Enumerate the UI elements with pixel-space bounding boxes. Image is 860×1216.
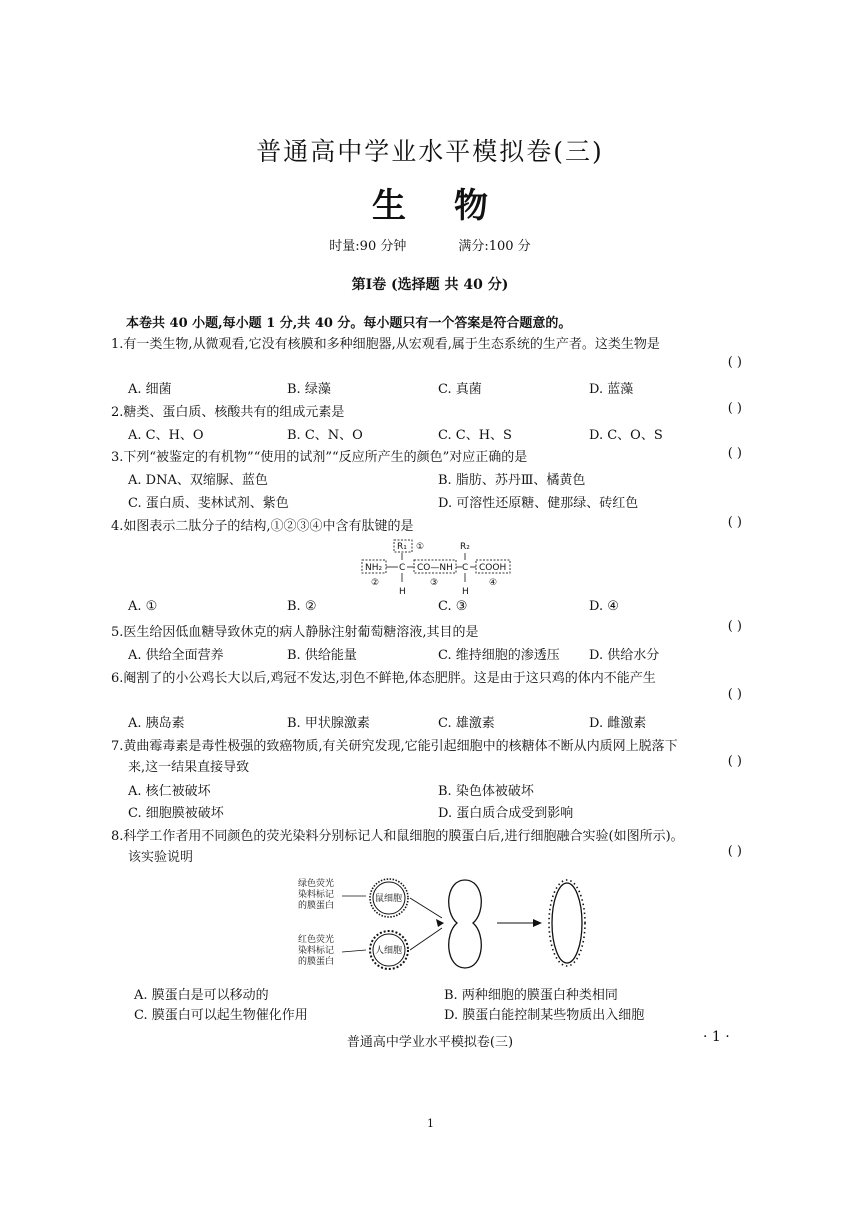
cell-fusion-diagram	[292, 872, 622, 976]
question-7-stem-continued: 来,这一结果直接导致	[128, 760, 250, 775]
fused-cell-proteins	[549, 880, 585, 966]
q8-option-a: A. 膜蛋白是可以移动的	[134, 988, 269, 1003]
question-3-stem: 3.下列“被鉴定的有机物”“使用的试剂”“反应所产生的颜色”对应正确的是	[111, 450, 528, 465]
answer-paren-6: ( )	[727, 687, 742, 702]
question-4-stem: 4.如图表示二肽分子的结构,①②③④中含有肽键的是	[111, 519, 414, 534]
merge-line-top	[410, 898, 442, 918]
red-label-line-2: 染料标记	[298, 946, 335, 956]
q5-option-b: B. 供给能量	[287, 648, 357, 663]
q8-option-c: C. 膜蛋白可以起生物催化作用	[134, 1008, 308, 1023]
answer-paren-2: ( )	[727, 401, 742, 416]
q2-option-a: A. C、H、O	[128, 428, 204, 443]
exam-meta	[0, 235, 860, 254]
marker-2: ②	[371, 578, 380, 588]
answer-paren-3: ( )	[727, 446, 742, 461]
marker-3: ③	[430, 578, 439, 588]
q6-option-c: C. 雄激素	[438, 716, 495, 731]
red-label-line-3: 的膜蛋白	[298, 957, 335, 967]
marker-4: ④	[489, 578, 498, 588]
question-2-stem: 2.糖类、蛋白质、核酸共有的组成元素是	[111, 405, 345, 420]
q3-option-a: A. DNA、双缩脲、蓝色	[128, 473, 268, 488]
section-instructions: 本卷共 40 小题,每小题 1 分,共 40 分。每小题只有一个答案是符合题意的。	[126, 316, 572, 331]
time-arrowhead	[533, 919, 542, 927]
peptide-bond: CO—NH	[417, 563, 453, 573]
full-score: 满分:100 分	[458, 239, 531, 254]
q4-option-d: D. ④	[589, 599, 619, 614]
answer-paren-7: ( )	[727, 754, 742, 769]
q3-option-d: D. 可溶性还原糖、健那绿、砖红色	[438, 496, 639, 511]
green-label-line-2: 染料标记	[298, 890, 335, 900]
q6-option-a: A. 胰岛素	[128, 716, 185, 731]
q8-option-b: B. 两种细胞的膜蛋白种类相同	[444, 988, 618, 1003]
question-8-stem: 8.科学工作者用不同颜色的荧光染料分别标记人和鼠细胞的膜蛋白后,进行细胞融合实验(如图所示)。	[111, 829, 684, 844]
green-label-line-3: 的膜蛋白	[298, 901, 335, 911]
section-title: 第Ⅰ卷 (选择题 共 40 分)	[351, 277, 509, 293]
alpha-carbon-2: C	[462, 563, 469, 573]
carboxyl-group: COOH	[479, 563, 507, 573]
q5-option-c: C. 维持细胞的渗透压	[438, 648, 560, 663]
q3-option-c: C. 蛋白质、斐林试剂、紫色	[128, 496, 289, 511]
fused-cell	[552, 883, 582, 963]
r1-group: R₁	[397, 542, 407, 552]
q5-option-d: D. 供给水分	[589, 648, 660, 663]
q1-option-b: B. 绿藻	[287, 382, 331, 397]
answer-paren-8: ( )	[727, 844, 742, 859]
q4-option-a: A. ①	[128, 599, 158, 614]
q3-option-b: B. 脂肪、苏丹Ⅲ、橘黄色	[438, 473, 586, 488]
mouse-cell-label: 鼠细胞	[375, 894, 403, 904]
answer-paren-4: ( )	[727, 515, 742, 530]
page-number: 1	[427, 1117, 434, 1130]
amino-group: NH₂	[365, 563, 383, 573]
q4-option-c: C. ③	[438, 599, 468, 614]
green-label-line-1: 绿色荧光	[298, 879, 335, 889]
q6-option-b: B. 甲状腺激素	[287, 716, 370, 731]
marker-1: ①	[416, 542, 425, 552]
q7-option-d: D. 蛋白质合成受到影响	[438, 806, 574, 821]
question-7-stem: 7.黄曲霉毒素是毒性极强的致癌物质,有关研究发现,它能引起细胞中的核糖体不断从内质网上脱落下	[111, 739, 678, 754]
question-5-stem: 5.医生给因低血糖导致休克的病人静脉注射葡萄糖溶液,其目的是	[111, 625, 479, 640]
q7-option-a: A. 核仁被破坏	[128, 784, 211, 799]
hydrogen-1: H	[399, 587, 406, 597]
q1-option-a: A. 细菌	[128, 382, 172, 397]
q2-option-c: C. C、H、S	[438, 428, 512, 443]
q5-option-a: A. 供给全面营养	[128, 648, 224, 663]
footer-page-mark: · 1 ·	[703, 1029, 730, 1045]
q4-option-b: B. ②	[287, 599, 317, 614]
time-limit: 时量:90 分钟	[329, 239, 407, 254]
alpha-carbon-1: C	[399, 563, 406, 573]
dipeptide-structure-diagram	[360, 538, 520, 598]
human-cell-label: 人细胞	[375, 946, 403, 956]
merge-line-bottom	[410, 928, 442, 950]
q1-option-c: C. 真菌	[438, 382, 482, 397]
merge-arrowhead	[436, 919, 444, 927]
q6-option-d: D. 雌激素	[589, 716, 647, 731]
q8-option-d: D. 膜蛋白能控制某些物质出入细胞	[444, 1008, 645, 1023]
hydrogen-2: H	[462, 587, 469, 597]
r2-group: R₂	[460, 542, 470, 552]
q7-option-b: B. 染色体被破坏	[438, 784, 534, 799]
q7-option-c: C. 细胞膜被破坏	[128, 806, 224, 821]
q1-option-d: D. 蓝藻	[589, 382, 634, 397]
answer-paren-1: ( )	[727, 355, 742, 370]
red-label-line-1: 红色荧光	[298, 935, 335, 945]
question-8-stem-continued: 该实验说明	[128, 850, 194, 865]
question-1-stem: 1.有一类生物,从微观看,它没有核膜和多种细胞器,从宏观看,属于生态系统的生产者。这类生物是	[111, 337, 660, 352]
fusing-cell	[449, 880, 482, 968]
subject-heading: 生物	[372, 186, 536, 226]
q2-option-d: D. C、O、S	[589, 428, 663, 443]
q2-option-b: B. C、N、O	[287, 428, 363, 443]
question-6-stem: 6.阉割了的小公鸡长大以后,鸡冠不发达,羽色不鲜艳,体态肥胖。这是由于这只鸡的体内不能产生	[111, 671, 656, 686]
exam-title: 普通高中学业水平模拟卷(三)	[256, 137, 604, 166]
footer-title: 普通高中学业水平模拟卷(三)	[346, 1035, 514, 1050]
answer-paren-5: ( )	[727, 619, 742, 634]
